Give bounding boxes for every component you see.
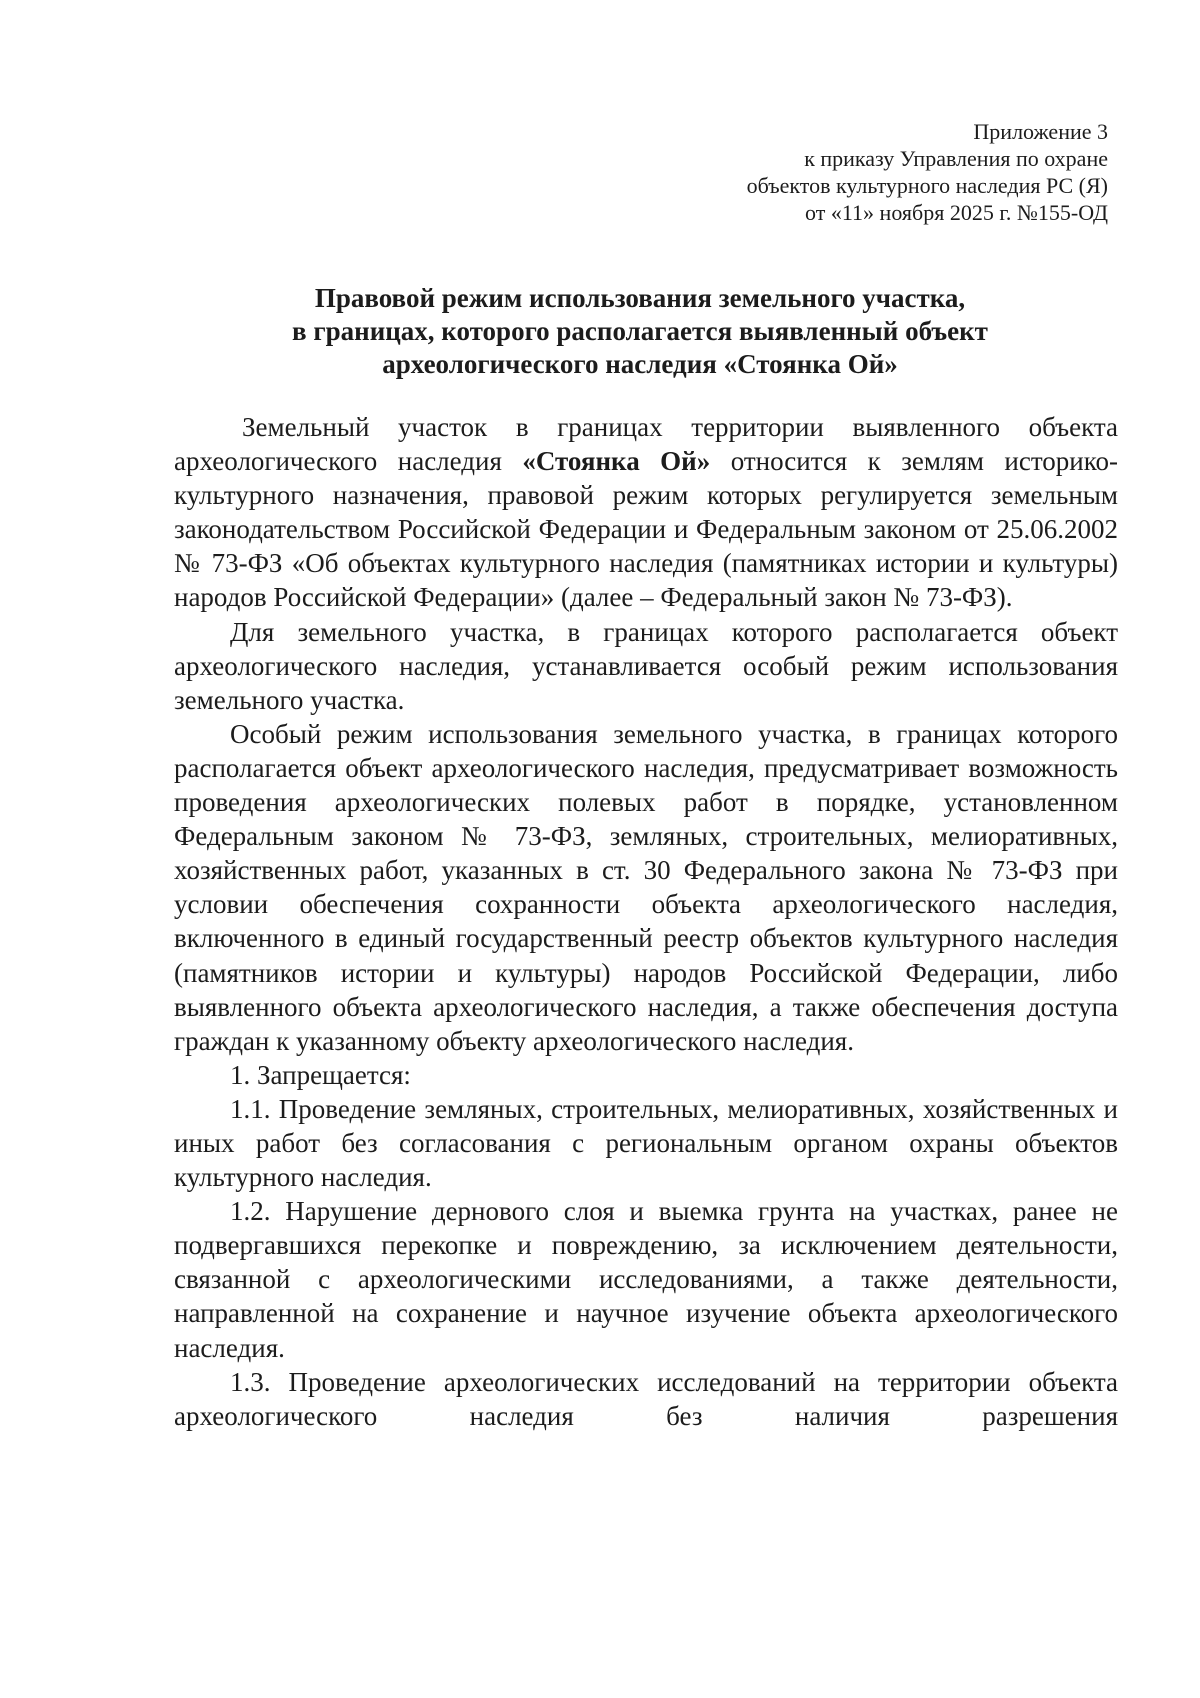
paragraph-special-regime: Для земельного участка, в границах которого располагается объект археологического наследия, устанавливается особый режим использования земельного участка. [174,616,1118,715]
appendix-header [747,118,1108,226]
paragraph-land-plot-start: Земельный участок в границах территории выявленного объекта археологического наследия [174,412,1118,477]
document-title [160,282,1120,381]
paragraph-prohibited-heading: 1. Запрещается: [230,1059,411,1090]
title-line-1: Правовой режим использования земельного участка, [314,283,966,313]
title-line-2: в границах, которого располагается выявленный объект [292,316,988,346]
appendix-line-3: объектов культурного наследия РС (Я) [746,173,1108,198]
paragraph-regime-details: Особый режим использования земельного участка, в границах которого располагается объект археологического наследия, предусматривает возможность проведения археологических полевых работ в порядке, установленном Федеральным законом № 73-ФЗ, земляных, строительных, мелиоративных, хозяйственных работ, указанных в ст. 30 Федерального закона № 73-ФЗ при условии обеспечения сохранности объекта археологического наследия, включенного в единый государственный реестр объектов культурного наследия (памятников истории и культуры) народов Российской Федерации, либо выявленного объекта археологического наследия, а также обеспечения доступа граждан к указанному объекту археологического наследия. [174,718,1118,1056]
document-body [174,410,1118,1433]
paragraph-land-plot [174,410,1118,615]
appendix-line-2: к приказу Управления по охране [804,146,1108,171]
paragraph-land-plot-end: относится к землям историко-культурного назначения, правовой режим которых регулируется земельным законодательством Российской Федерации и Федеральным законом от 25.06.2002 № 73-ФЗ «Об объектах культурного наследия (памятниках истории и культуры) народов Российской Федерации» (далее – Федеральный закон № 73-ФЗ). [174,446,1118,613]
title-line-3: археологического наследия «Стоянка Ой» [382,349,898,379]
paragraph-item-1-1: 1.1. Проведение земляных, строительных, мелиоративных, хозяйственных и иных работ без согласования с региональным органом охраны объектов культурного наследия. [174,1093,1118,1193]
paragraph-item-1-3: 1.3. Проведение археологических исследований на территории объекта археологического наследия без наличия разрешения [174,1366,1118,1431]
paragraph-item-1-2: 1.2. Нарушение дернового слоя и выемка грунта на участках, ранее не подвергавшихся перекопке и повреждению, за исключением деятельности, связанной с археологическими исследованиями, а также деятельности, направленной на сохранение и научное изучение объекта археологического наследия. [174,1196,1118,1363]
appendix-line-4: от «11» ноября 2025 г. №155-ОД [805,200,1108,225]
site-name: «Стоянка Ой» [522,446,711,477]
appendix-line-1: Приложение 3 [973,119,1108,144]
